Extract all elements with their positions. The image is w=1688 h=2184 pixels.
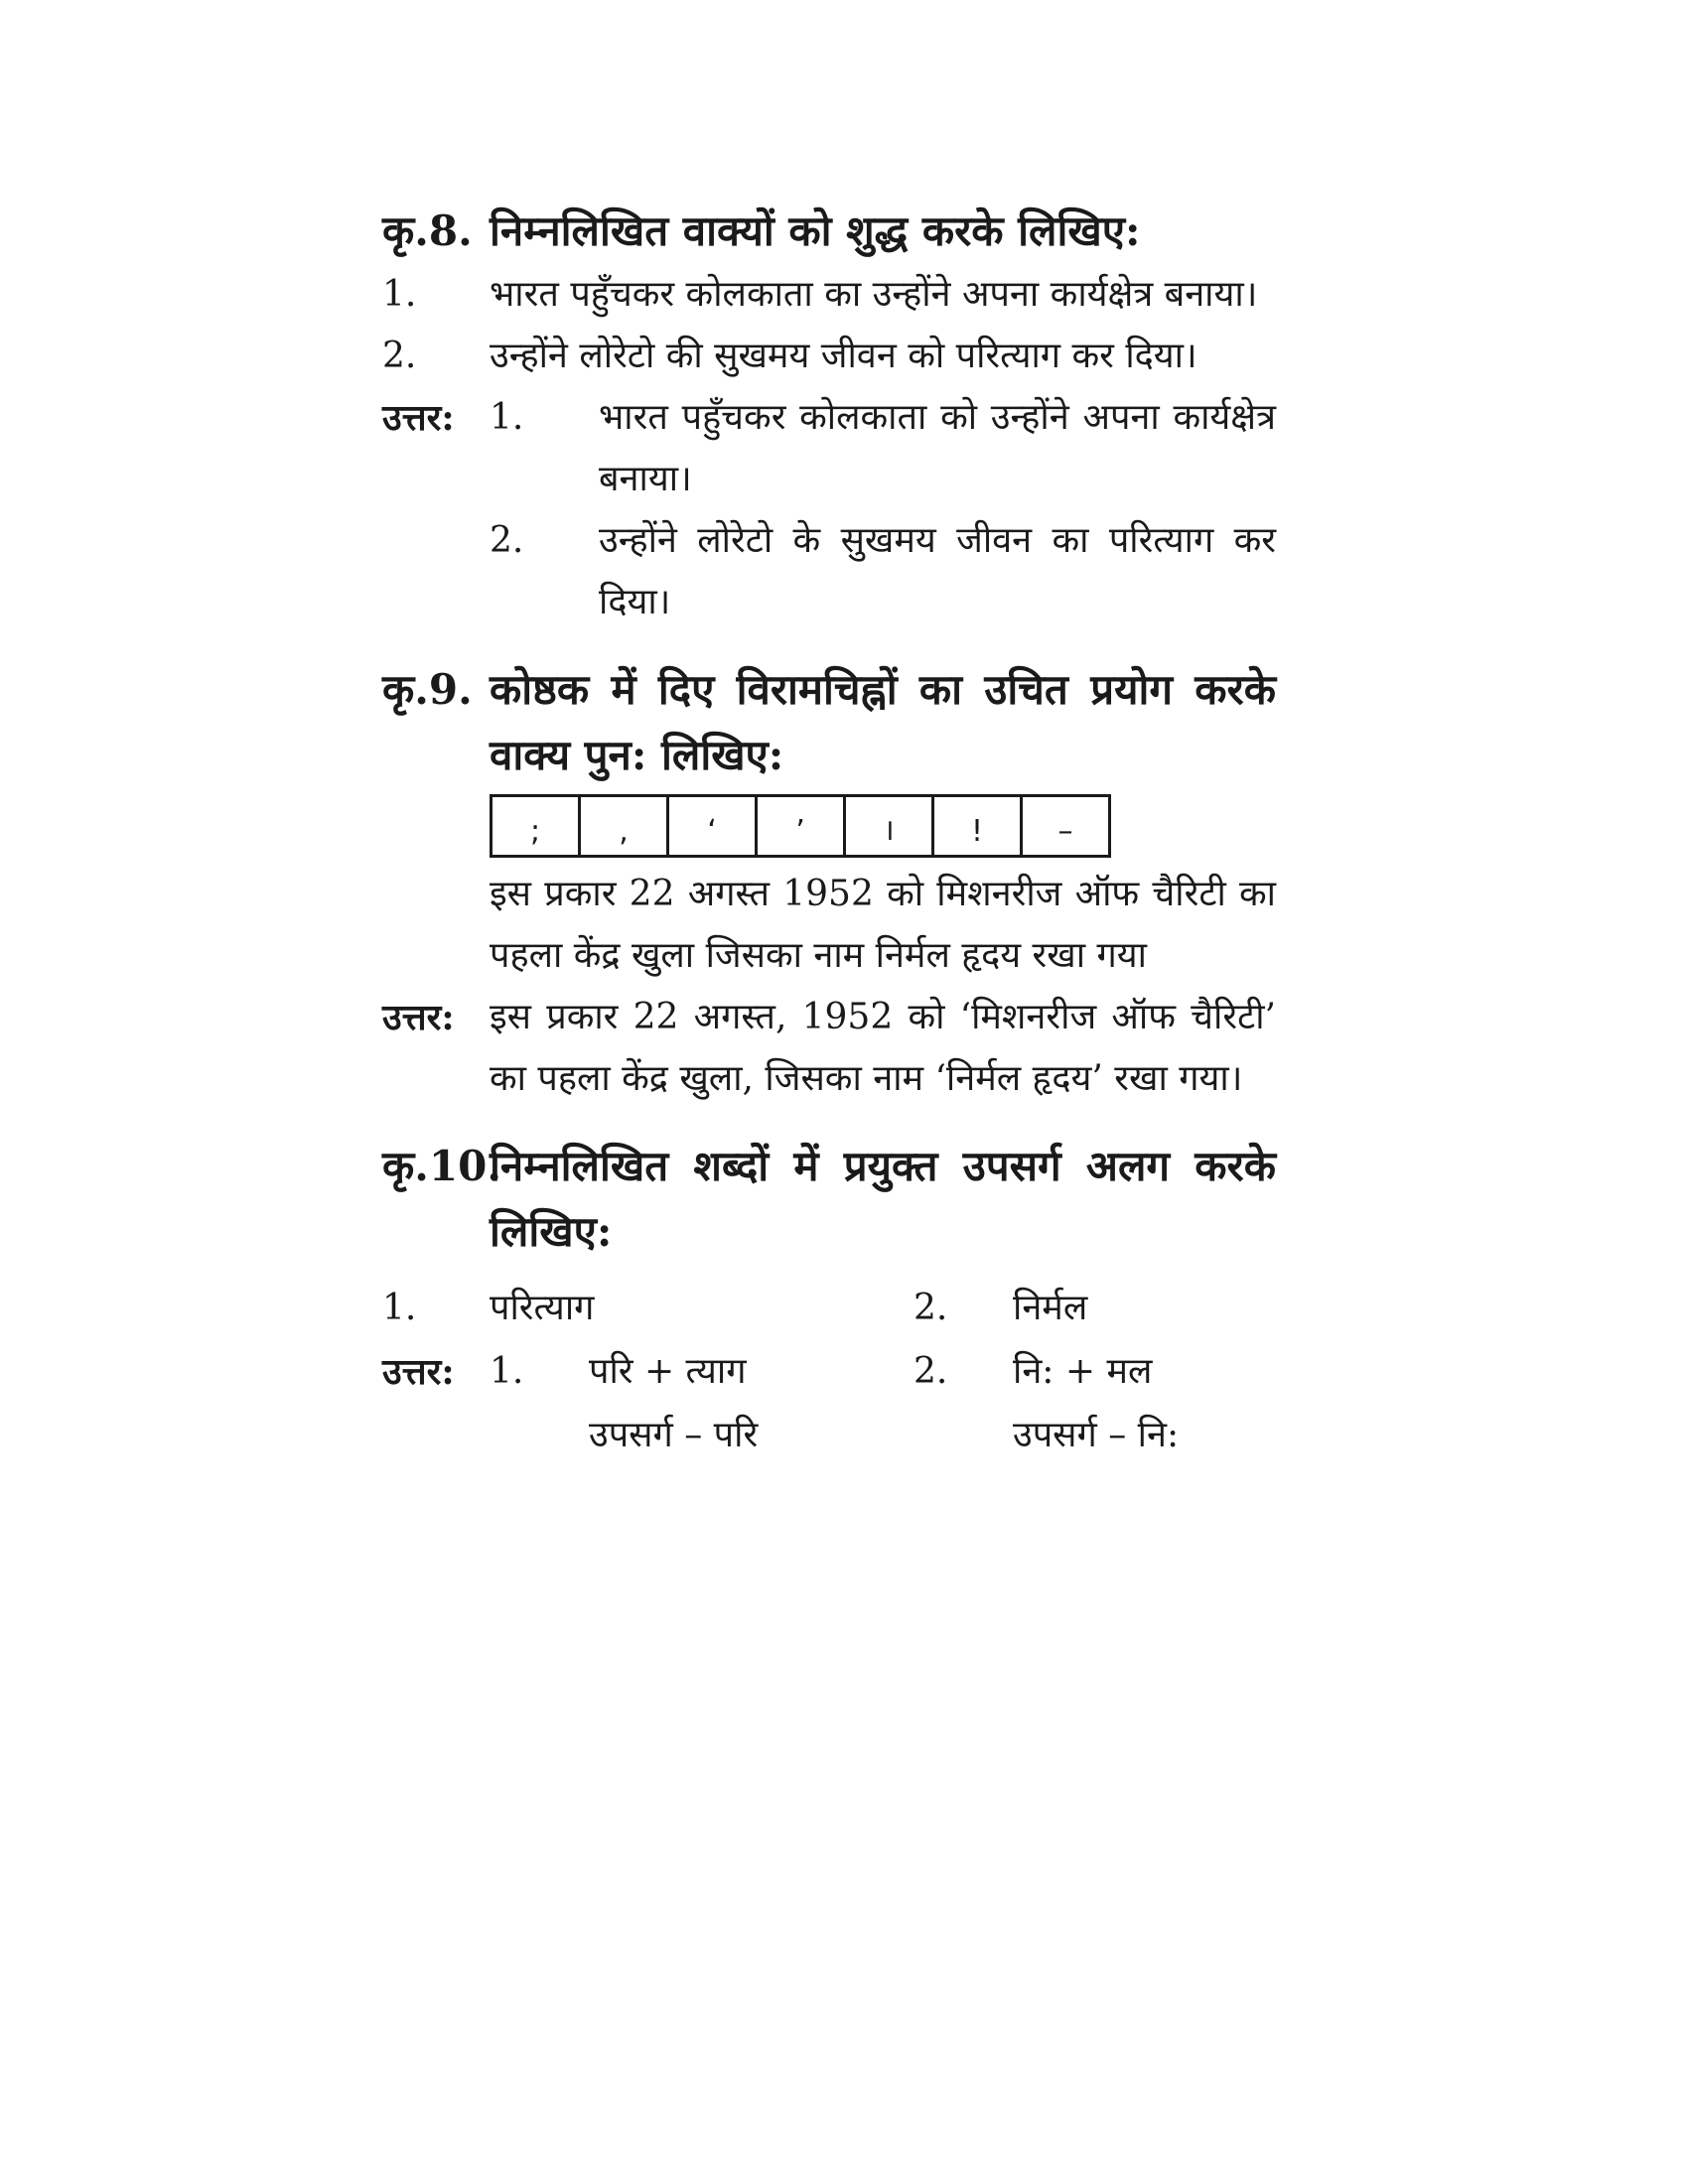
- q9-title: कोष्ठक में दिए विरामचिह्नों का उचित प्रयोग करके वाक्य पुन: लिखिए:: [490, 665, 1276, 779]
- q9-sentence-text: इस प्रकार 22 अगस्त 1952 को मिशनरीज ऑफ चैरिटी का पहला केंद्र खुला जिसका नाम निर्मल हृदय रखा गया: [490, 874, 1276, 976]
- q10-word-1-number: 1.: [382, 1288, 417, 1328]
- q8-item-2-text: उन्होंने लोरेटो की सुखमय जीवन को परित्याग कर दिया।: [490, 336, 1197, 376]
- q8-answer-2-number: 2.: [490, 520, 524, 561]
- q10-word-2-number: 2.: [914, 1288, 948, 1328]
- q10-words: [382, 1277, 1276, 1340]
- q8-answer-1-text: भारत पहुँचकर कोलकाता को उन्होंने अपना कार्यक्षेत्र बनाया।: [599, 397, 1276, 499]
- q8-number: कृ.8.: [382, 206, 473, 255]
- q8-item-2-number: 2.: [382, 336, 417, 376]
- punctuation-cell: ’: [758, 797, 846, 855]
- q8-item-1-number: 1.: [382, 274, 417, 315]
- q8-answer-1-number: 1.: [490, 397, 524, 438]
- q8-item-1-text: भारत पहुँचकर कोलकाता का उन्होंने अपना कार्यक्षेत्र बनाया।: [490, 274, 1258, 315]
- punctuation-box: [490, 794, 1111, 858]
- q8-answer-label: उत्तर:: [382, 397, 455, 439]
- q9-number: कृ.9.: [382, 665, 473, 714]
- q8-answer-2-text: उन्होंने लोरेटो के सुखमय जीवन का परित्याग कर दिया।: [599, 520, 1276, 622]
- punctuation-cell: ,: [581, 797, 669, 855]
- punctuation-cell: ‘: [669, 797, 758, 855]
- q10-answers-prefix: [382, 1404, 1276, 1467]
- q9-answer-label: उत्तर:: [382, 997, 455, 1038]
- q8-answer-2: [382, 510, 1276, 633]
- q9-heading: [382, 657, 1276, 788]
- q10-answer-2-number: 2.: [914, 1351, 948, 1392]
- q10-word-2-text: निर्मल: [1013, 1288, 1088, 1328]
- punctuation-cell: –: [1057, 814, 1073, 849]
- q8-heading: [382, 199, 1276, 264]
- q10-answer-2-prefix: उपसर्ग – नि:: [1013, 1415, 1180, 1455]
- q10-title: निम्नलिखित शब्दों में प्रयुक्त उपसर्ग अलग करके लिखिए:: [490, 1142, 1276, 1256]
- worksheet-content: [382, 199, 1276, 1467]
- q9-answer-text: इस प्रकार 22 अगस्त, 1952 को ‘मिशनरीज ऑफ चैरिटी’ का पहला केंद्र खुला, जिसका नाम ‘निर्मल हृदय’ रखा गया।: [490, 997, 1276, 1099]
- q10-number: कृ.10.: [382, 1142, 501, 1190]
- q10-answer-1-prefix: उपसर्ग – परि: [589, 1415, 759, 1455]
- q10-answer-1-split: परि + त्याग: [589, 1351, 747, 1392]
- q10-word-2: [914, 1277, 1276, 1340]
- q10-answer-label: उत्तर:: [382, 1351, 455, 1393]
- q10-answer-1-number: 1.: [490, 1351, 524, 1392]
- q8-answer-1: [382, 387, 1276, 510]
- q9-sentence: [382, 864, 1276, 987]
- q10-word-1: [382, 1277, 914, 1340]
- q10-answer-2-split: नि: + मल: [1013, 1351, 1153, 1392]
- q9-answer: [382, 987, 1276, 1110]
- q8-item-2: [382, 326, 1276, 387]
- q10-word-1-text: परित्याग: [490, 1288, 595, 1328]
- q8-item-1: [382, 264, 1276, 326]
- punctuation-cell: !: [934, 797, 1023, 855]
- q10-answers-split: [382, 1340, 1276, 1404]
- punctuation-cell: ;: [492, 797, 581, 855]
- q10-heading: [382, 1134, 1276, 1265]
- punctuation-cell: ।: [846, 797, 934, 855]
- q8-title: निम्नलिखित वाक्यों को शुद्ध करके लिखिए:: [490, 206, 1141, 255]
